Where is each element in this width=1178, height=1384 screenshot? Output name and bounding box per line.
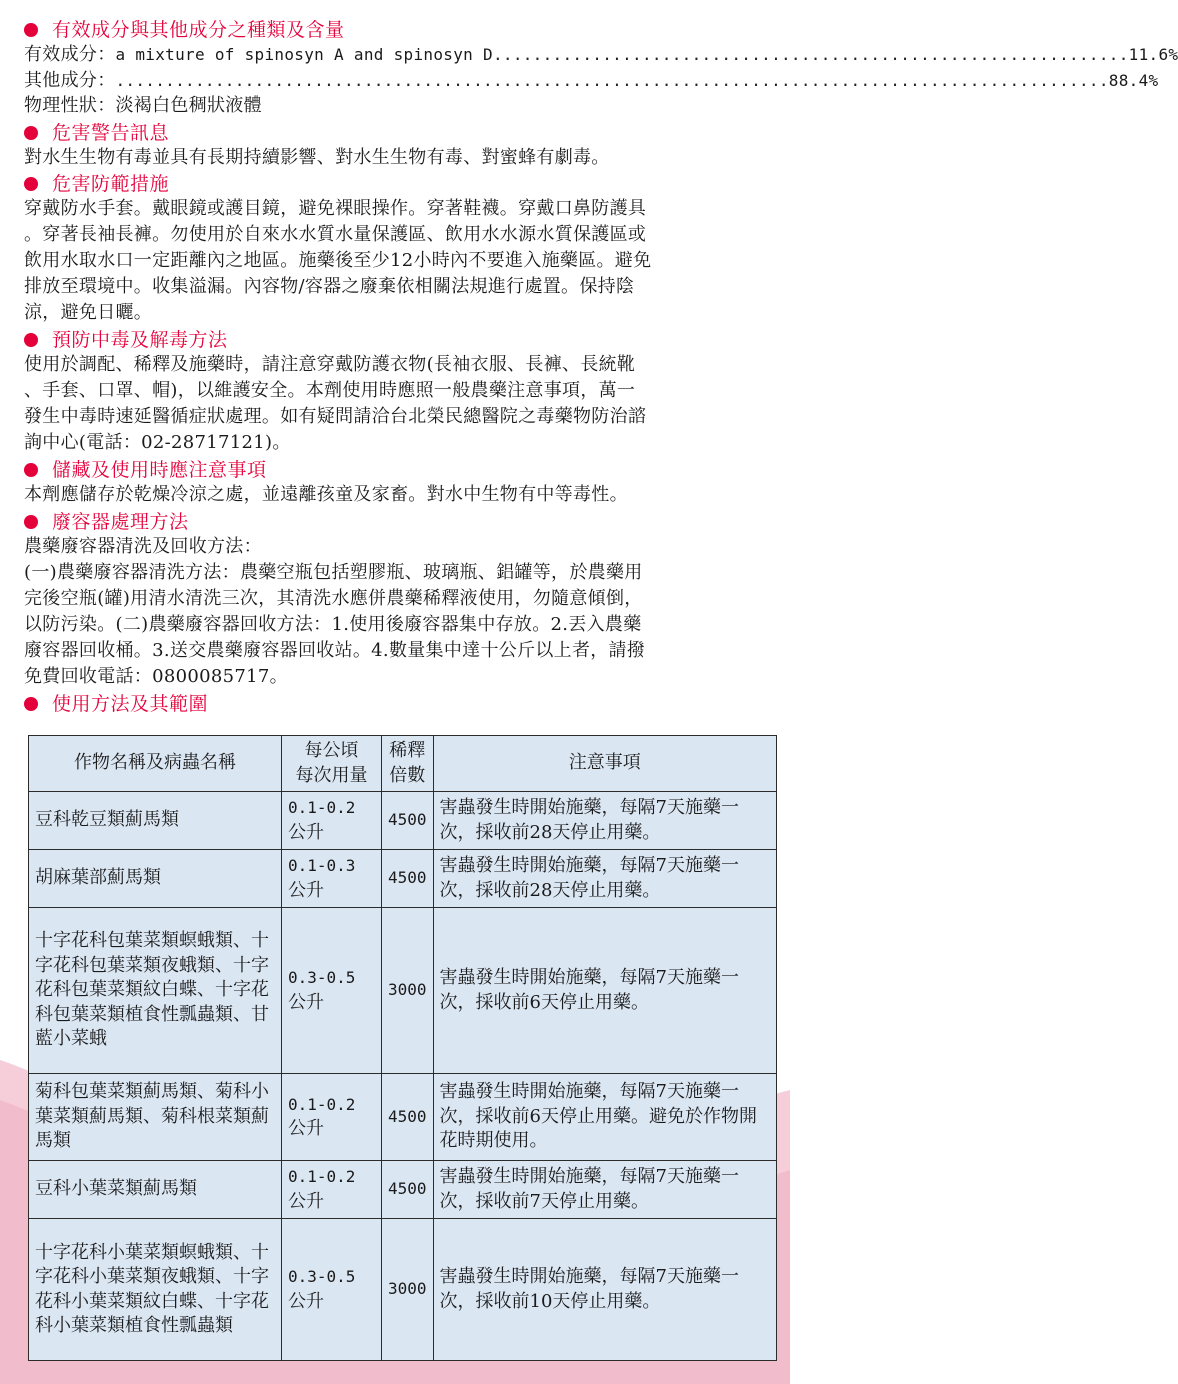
text-line: 農藥廢容器清洗及回收方法： [24, 535, 262, 557]
physical-state: 物理性狀：淡褐白色稠狀液體 [24, 95, 262, 116]
table-row [29, 792, 777, 850]
cell-dilution: 3000 [382, 1219, 434, 1361]
container-disposal-text [24, 534, 768, 690]
dose-value: 0.1-0.2 [288, 798, 356, 817]
cell-notes: 害蟲發生時開始施藥，每隔7天施藥一次，採收前6天停止用藥。 [433, 908, 776, 1074]
active-ingredient-value: a mixture of spinosyn A and spinosyn D [115, 45, 493, 64]
bullet-dot-icon [24, 333, 38, 347]
header-dose-line1: 每公頃 [304, 740, 359, 761]
section-header-usage [24, 692, 768, 716]
cell-notes: 害蟲發生時開始施藥，每隔7天施藥一次，採收前7天停止用藥。 [433, 1161, 776, 1219]
table-row [29, 908, 777, 1074]
table-row [29, 1074, 777, 1161]
cell-notes: 害蟲發生時開始施藥，每隔7天施藥一次，採收前10天停止用藥。 [433, 1219, 776, 1361]
header-dilution-line2: 倍數 [389, 764, 426, 786]
dose-value: 0.1-0.2 [288, 1167, 356, 1186]
section-title: 廢容器處理方法 [52, 510, 189, 533]
header-dilution [382, 736, 434, 792]
leader-dots: ................................................................ [492, 45, 1129, 64]
header-dose [282, 736, 382, 792]
table-row [29, 850, 777, 908]
usage-table [28, 735, 777, 1361]
section-title: 危害警告訊息 [52, 121, 170, 144]
dose-unit: 公升 [288, 991, 324, 1013]
section-header-poison-prevention [24, 328, 768, 352]
cell-dilution: 3000 [382, 908, 434, 1074]
cell-notes: 害蟲發生時開始施藥，每隔7天施藥一次，採收前6天停止用藥。避免於作物開花時期使用。 [433, 1074, 776, 1161]
section-header-hazard-prevention [24, 172, 768, 196]
cell-dose [282, 850, 382, 908]
bullet-dot-icon [24, 463, 38, 477]
cell-crop: 豆科乾豆類薊馬類 [29, 792, 282, 850]
cell-crop: 十字花科小葉菜類螟蛾類、十字花科小葉菜類夜蛾類、十字花科小葉菜類紋白蝶、十字花科小葉菜類植食性瓢蟲類 [29, 1219, 282, 1361]
cell-crop: 十字花科包葉菜類螟蛾類、十字花科包葉菜類夜蛾類、十字花科包葉菜類紋白蝶、十字花科包葉菜類植食性瓢蟲類、甘藍小菜蛾 [29, 908, 282, 1074]
section-header-container [24, 510, 768, 534]
section-title: 預防中毒及解毒方法 [52, 329, 228, 351]
leader-dots: .................................................................................................... [115, 70, 1109, 90]
text-line: 排放至環境中。收集溢漏。內容物/容器之廢棄依相關法規進行處置。保持陰 [24, 276, 635, 297]
active-ingredient-label: 有效成分： [24, 44, 116, 65]
header-notes: 注意事項 [433, 736, 776, 792]
dose-value: 0.1-0.2 [288, 1094, 356, 1114]
bullet-dot-icon [24, 697, 38, 711]
section-title: 危害防範措施 [52, 173, 170, 195]
text-line: 。穿著長袖長褲。勿使用於自來水水質水量保護區、飲用水水源水質保護區或 [24, 224, 647, 245]
bullet-dot-icon [24, 23, 38, 37]
section-header-ingredients [24, 18, 768, 42]
text-line: 飲用水取水口一定距離內之地區。施藥後至少12小時內不要進入施藥區。避免 [24, 250, 652, 271]
text-line: 、手套、口罩、帽)，以維護安全。本劑使用時應照一般農藥注意事項，萬一 [24, 380, 636, 401]
dose-unit: 公升 [288, 1190, 324, 1212]
cell-notes: 害蟲發生時開始施藥，每隔7天施藥一次，採收前28天停止用藥。 [433, 850, 776, 908]
cell-dilution: 4500 [382, 1161, 434, 1219]
bullet-dot-icon [24, 126, 38, 140]
cell-crop: 菊科包葉菜類薊馬類、菊科小葉菜類薊馬類、菊科根菜類薊馬類 [29, 1074, 282, 1161]
cell-dilution: 4500 [382, 850, 434, 908]
dose-value: 0.3-0.5 [288, 968, 356, 987]
text-line: (一)農藥廢容器清洗方法：農藥空瓶包括塑膠瓶、玻璃瓶、鋁罐等，於農藥用 [24, 561, 643, 583]
text-line: 發生中毒時速延醫循症狀處理。如有疑問請洽台北榮民總醫院之毒藥物防治諮 [24, 406, 647, 427]
dose-value: 0.3-0.5 [288, 1267, 356, 1286]
text-line: 穿戴防水手套。戴眼鏡或護目鏡，避免裸眼操作。穿著鞋襪。穿戴口鼻防護具 [24, 198, 647, 219]
active-ingredient-percent: 11.6% [1128, 45, 1178, 64]
dose-unit: 公升 [288, 821, 324, 843]
header-dilution-line1: 稀釋 [389, 740, 426, 761]
storage-text: 本劑應儲存於乾燥冷涼之處，並遠離孩童及家畜。對水中生物有中等毒性。 [24, 484, 628, 505]
other-ingredient-label: 其他成分： [24, 69, 116, 91]
table-row [29, 1161, 777, 1219]
text-line: 詢中心(電話：02-28717121)。 [24, 432, 291, 453]
cell-notes: 害蟲發生時開始施藥，每隔7天施藥一次，採收前28天停止用藥。 [433, 792, 776, 850]
dose-unit: 公升 [288, 879, 324, 901]
cell-dose [282, 1219, 382, 1361]
section-title: 使用方法及其範圍 [52, 692, 209, 715]
bullet-dot-icon [24, 177, 38, 191]
table-header-row [29, 736, 777, 792]
cell-crop: 豆科小葉菜類薊馬類 [29, 1161, 282, 1219]
section-header-hazard-warning [24, 121, 768, 145]
dose-unit: 公升 [288, 1118, 324, 1139]
text-line: 免費回收電話：0800085717。 [24, 665, 288, 687]
active-ingredient-row [24, 42, 1178, 68]
cell-dilution: 4500 [382, 792, 434, 850]
cell-dose [282, 908, 382, 1074]
cell-dose [282, 792, 382, 850]
cell-dilution: 4500 [382, 1074, 434, 1161]
section-title: 儲藏及使用時應注意事項 [52, 459, 267, 481]
other-ingredient-row [24, 68, 1159, 94]
text-line: 以防污染。(二)農藥廢容器回收方法：1.使用後廢容器集中存放。2.丟入農藥 [24, 613, 642, 635]
cell-crop: 胡麻葉部薊馬類 [29, 850, 282, 908]
cell-dose [282, 1074, 382, 1161]
header-dose-line2: 每次用量 [295, 764, 368, 786]
bullet-dot-icon [24, 515, 38, 529]
dose-unit: 公升 [288, 1290, 324, 1312]
text-line: 完後空瓶(罐)用清水清洗三次，其清洗水應併農藥稀釋液使用，勿隨意傾倒， [24, 587, 643, 609]
section-header-storage [24, 458, 768, 482]
other-ingredient-percent: 88.4% [1108, 70, 1159, 90]
poison-prevention-text [24, 352, 768, 456]
text-line: 廢容器回收桶。3.送交農藥廢容器回收站。4.數量集中達十公斤以上者，請撥 [24, 639, 646, 661]
hazard-warning-text: 對水生生物有毒並具有長期持續影響、對水生生物有毒、對蜜蜂有劇毒。 [24, 146, 610, 168]
section-title: 有效成分與其他成分之種類及含量 [52, 19, 345, 41]
hazard-prevention-text [24, 196, 768, 326]
dose-value: 0.1-0.3 [288, 856, 356, 875]
text-line: 使用於調配、稀釋及施藥時，請注意穿戴防護衣物(長袖衣服、長褲、長統靴 [24, 354, 636, 375]
table-row [29, 1219, 777, 1361]
cell-dose [282, 1161, 382, 1219]
text-line: 涼，避免日曬。 [24, 302, 153, 323]
header-crop: 作物名稱及病蟲名稱 [29, 736, 282, 792]
